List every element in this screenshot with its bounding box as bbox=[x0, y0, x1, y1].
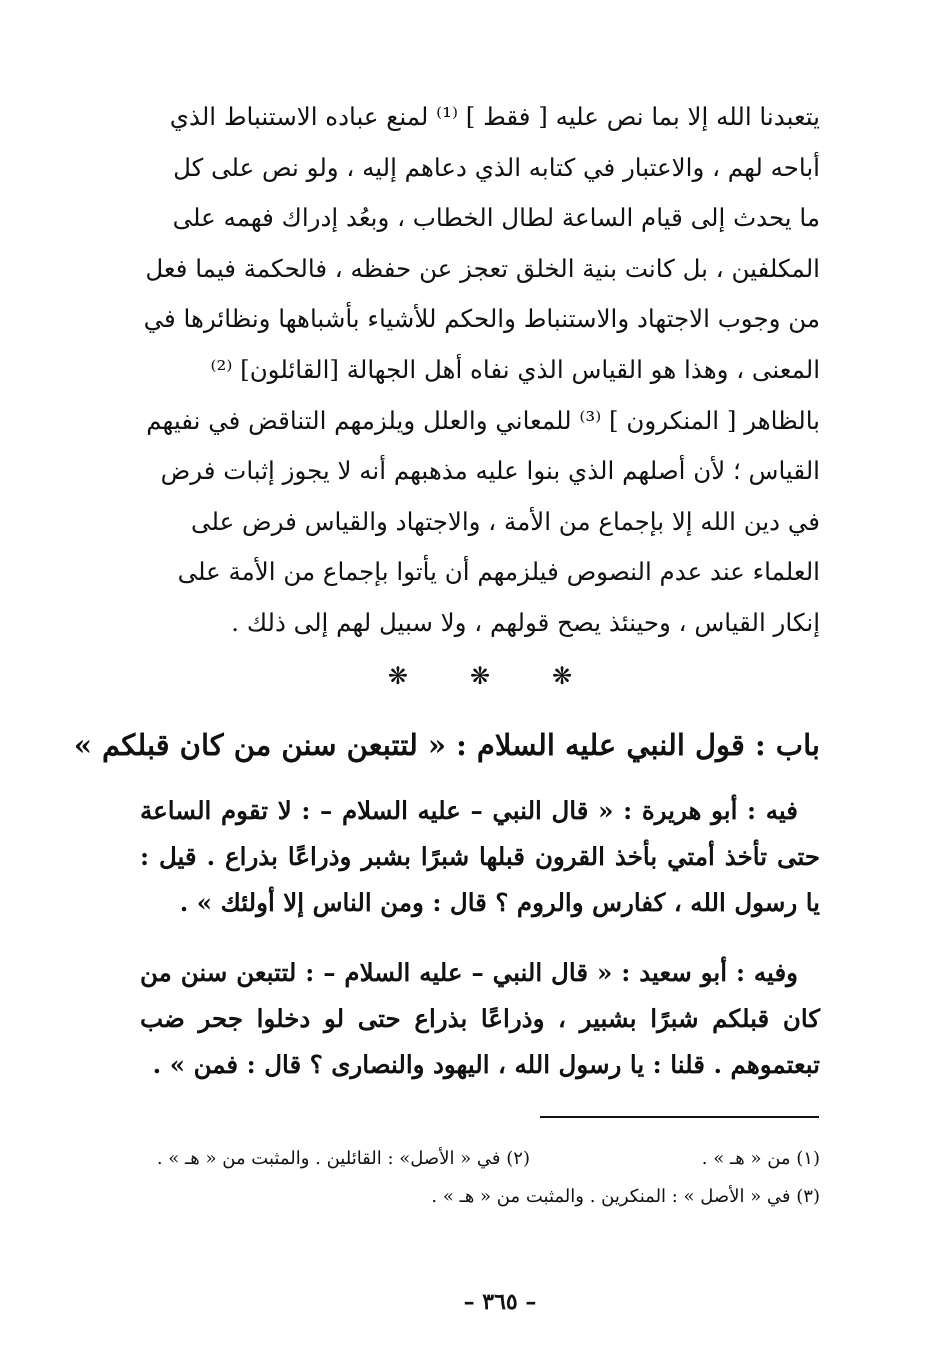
footnote-divider bbox=[540, 1116, 819, 1118]
text-line: في دين الله إلا بإجماع من الأمة ، والاجتهاد والقياس فرض على bbox=[191, 506, 820, 536]
main-paragraph bbox=[140, 92, 820, 649]
hadith-paragraph: فيه : أبو هريرة : « قال النبي – عليه السلام – : لا تقوم الساعة حتى تأخذ أمتي بأخذ القرون قبلها شبرًا بشبر وذراعًا بذراع . قيل : يا رسول الله ، كفارس والروم ؟ قال : ومن الناس إلا أولئك » . bbox=[140, 796, 820, 917]
star-ornament-icon: ❋ bbox=[387, 662, 408, 690]
text-line: أباحه لهم ، والاعتبار في كتابه الذي دعاهم إليه ، ولو نص على كل bbox=[173, 152, 820, 182]
text-line: المعنى ، وهذا هو القياس الذي نفاه أهل الجهالة [القائلون] ⁽²⁾ bbox=[210, 354, 820, 384]
star-ornament-icon: ❋ bbox=[469, 662, 491, 690]
star-ornament-icon: ❋ bbox=[552, 662, 573, 690]
footnote-row bbox=[140, 1140, 820, 1178]
text-line: العلماء عند عدم النصوص فيلزمهم أن يأتوا بإجماع من الأمة على bbox=[177, 557, 820, 587]
chapter-heading: باب : قول النبي عليه السلام : « لتتبعن سنن من كان قبلكم » bbox=[73, 728, 820, 762]
text-line: بالظاهر [ المنكرون ] ⁽³⁾ للمعاني والعلل ويلزمهم التناقض في نفيهم bbox=[146, 405, 820, 435]
footnote-1: (١) من « هـ » . bbox=[701, 1148, 820, 1169]
footnotes bbox=[140, 1140, 820, 1216]
hadith-paragraph: وفيه : أبو سعيد : « قال النبي – عليه السلام – : لتتبعن سنن من كان قبلكم شبرًا بشبير ، وذراعًا بذراع حتى لو دخلوا جحر ضب تبعتموهم . قلنا : يا رسول الله ، اليهود والنصارى ؟ قال : فمن » . bbox=[140, 958, 820, 1079]
text-line: يتعبدنا الله إلا بما نص عليه [ فقط ] ⁽¹⁾ لمنع عباده الاستنباط الذي bbox=[169, 102, 820, 131]
footnote-3: (٣) في « الأصل » : المنكرين . والمثبت من « هـ » . bbox=[431, 1186, 820, 1207]
text-line: القياس ؛ لأن أصلهم الذي بنوا عليه مذهبهم أنه لا يجوز إثبات فرض bbox=[160, 456, 820, 486]
footnote-2: (٢) في « الأصل» : القائلين . والمثبت من « هـ » . bbox=[156, 1148, 530, 1169]
text-line: ما يحدث إلى قيام الساعة لطال الخطاب ، وبعُد إدراك فهمه على bbox=[172, 203, 820, 233]
text-line: المكلفين ، بل كانت بنية الخلق تعجز عن حفظه ، فالحكمة فيما فعل bbox=[145, 253, 820, 283]
text-line: من وجوب الاجتهاد والاستنباط والحكم للأشياء بأشباهها ونظائرها في bbox=[143, 304, 820, 334]
text-line: إنكار القياس ، وحينئذ يصح قولهم ، ولا سبيل لهم إلى ذلك . bbox=[231, 607, 820, 637]
footnote-row bbox=[140, 1178, 820, 1216]
page-number: – ٣٦٥ – bbox=[463, 1289, 537, 1315]
section-separator bbox=[140, 656, 820, 696]
